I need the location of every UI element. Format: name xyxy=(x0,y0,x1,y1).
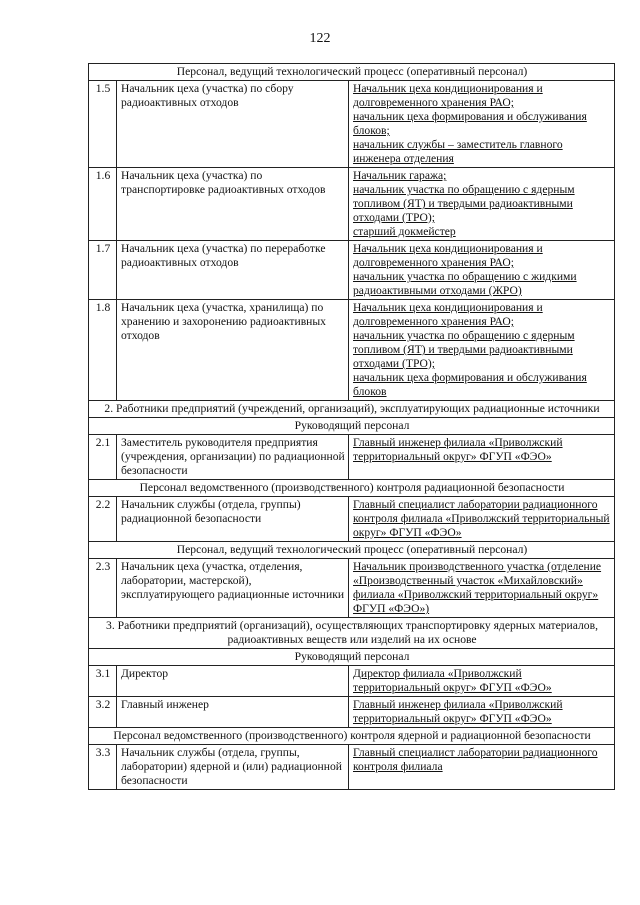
position-cell: Начальник цеха (участка) по сбору радиоактивных отходов xyxy=(117,81,349,168)
approver-cell xyxy=(349,697,615,728)
approver-line: начальник службы – заместитель главного инженера отделения xyxy=(353,138,563,165)
position-cell: Начальник службы (отдела, группы) радиационной безопасности xyxy=(117,497,349,542)
row-number: 3.2 xyxy=(89,697,117,728)
section-title: 3. Работники предприятий (организаций), осуществляющих транспортировку ядерных материалов, радиоактивных веществ или изделий на их основе xyxy=(89,618,615,649)
category-row xyxy=(89,728,615,745)
approver-cell xyxy=(349,745,615,790)
table-row xyxy=(89,697,615,728)
row-number: 1.6 xyxy=(89,168,117,241)
approver-line: начальник участка по обращению с ядерным топливом (ЯТ) и твердыми радиоактивными отходами (ТРО); xyxy=(353,183,575,224)
category-row xyxy=(89,649,615,666)
approver-cell xyxy=(349,81,615,168)
row-number: 2.2 xyxy=(89,497,117,542)
position-cell: Главный инженер xyxy=(117,697,349,728)
approver-line: начальник цеха формирования и обслуживания блоков xyxy=(353,371,587,398)
approver-line: Начальник цеха кондиционирования и долговременного хранения РАО; xyxy=(353,82,543,109)
position-cell: Директор xyxy=(117,666,349,697)
category-row xyxy=(89,418,615,435)
approver-line: Главный инженер филиала «Приволжский территориальный округ» ФГУП «ФЭО» xyxy=(353,436,563,463)
table-row xyxy=(89,300,615,401)
category-row xyxy=(89,480,615,497)
position-cell: Начальник службы (отдела, группы, лаборатории) ядерной и (или) радиационной безопасности xyxy=(117,745,349,790)
row-number: 3.3 xyxy=(89,745,117,790)
approver-line: старший докмейстер xyxy=(353,225,456,238)
table-row xyxy=(89,168,615,241)
approver-cell xyxy=(349,435,615,480)
approver-cell xyxy=(349,241,615,300)
approver-cell xyxy=(349,666,615,697)
category-title: Персонал, ведущий технологический процесс (оперативный персонал) xyxy=(89,64,615,81)
row-number: 1.8 xyxy=(89,300,117,401)
approver-cell xyxy=(349,497,615,542)
section-row xyxy=(89,618,615,649)
approver-cell xyxy=(349,168,615,241)
category-title: Персонал ведомственного (производственного) контроля радиационной безопасности xyxy=(89,480,615,497)
approver-line: Начальник цеха кондиционирования и долговременного хранения РАО; xyxy=(353,301,543,328)
approver-line: Главный специалист лаборатории радиационного контроля филиала «Приволжский территориальный округ» ФГУП «ФЭО» xyxy=(353,498,610,539)
approver-line: начальник участка по обращению с ядерным топливом (ЯТ) и твердыми радиоактивными отходами (ТРО); xyxy=(353,329,575,370)
category-row xyxy=(89,542,615,559)
approver-cell xyxy=(349,559,615,618)
table-row xyxy=(89,435,615,480)
category-row xyxy=(89,64,615,81)
approver-line: начальник участка по обращению с жидкими радиоактивными отходами (ЖРО) xyxy=(353,270,577,297)
row-number: 1.5 xyxy=(89,81,117,168)
row-number: 3.1 xyxy=(89,666,117,697)
approver-line: Директор филиала «Приволжский территориальный округ» ФГУП «ФЭО» xyxy=(353,667,552,694)
position-cell: Начальник цеха (участка) по переработке радиоактивных отходов xyxy=(117,241,349,300)
approver-line: Начальник гаража; xyxy=(353,169,447,182)
approver-line: начальник цеха формирования и обслуживания блоков; xyxy=(353,110,587,137)
table-row xyxy=(89,241,615,300)
section-row xyxy=(89,401,615,418)
row-number: 2.3 xyxy=(89,559,117,618)
table-row xyxy=(89,81,615,168)
approver-line: Главный специалист лаборатории радиационного контроля филиала xyxy=(353,746,598,773)
row-number: 2.1 xyxy=(89,435,117,480)
section-title: 2. Работники предприятий (учреждений, организаций), эксплуатирующих радиационные источники xyxy=(89,401,615,418)
category-title: Персонал ведомственного (производственного) контроля ядерной и радиационной безопасности xyxy=(89,728,615,745)
page-number: 122 xyxy=(309,31,331,46)
personnel-table-body xyxy=(89,64,615,790)
table-row xyxy=(89,559,615,618)
table-row xyxy=(89,497,615,542)
category-title: Руководящий персонал xyxy=(89,649,615,666)
approver-cell xyxy=(349,300,615,401)
position-cell: Заместитель руководителя предприятия (учреждения, организации) по радиационной безопасности xyxy=(117,435,349,480)
category-title: Руководящий персонал xyxy=(89,418,615,435)
position-cell: Начальник цеха (участка, хранилища) по хранению и захоронению радиоактивных отходов xyxy=(117,300,349,401)
category-title: Персонал, ведущий технологический процесс (оперативный персонал) xyxy=(89,542,615,559)
position-cell: Начальник цеха (участка, отделения, лаборатории, мастерской), эксплуатирующего радиационные источники xyxy=(117,559,349,618)
approver-line: Главный инженер филиала «Приволжский территориальный округ» ФГУП «ФЭО» xyxy=(353,698,563,725)
personnel-table xyxy=(88,63,615,790)
approver-line: Начальник цеха кондиционирования и долговременного хранения РАО; xyxy=(353,242,543,269)
table-row xyxy=(89,745,615,790)
table-row xyxy=(89,666,615,697)
approver-line: Начальник производственного участка (отделение «Производственный участок «Михайловский» филиала «Приволжский территориальный округ» ФГУП «ФЭО») xyxy=(353,560,602,615)
row-number: 1.7 xyxy=(89,241,117,300)
position-cell: Начальник цеха (участка) по транспортировке радиоактивных отходов xyxy=(117,168,349,241)
